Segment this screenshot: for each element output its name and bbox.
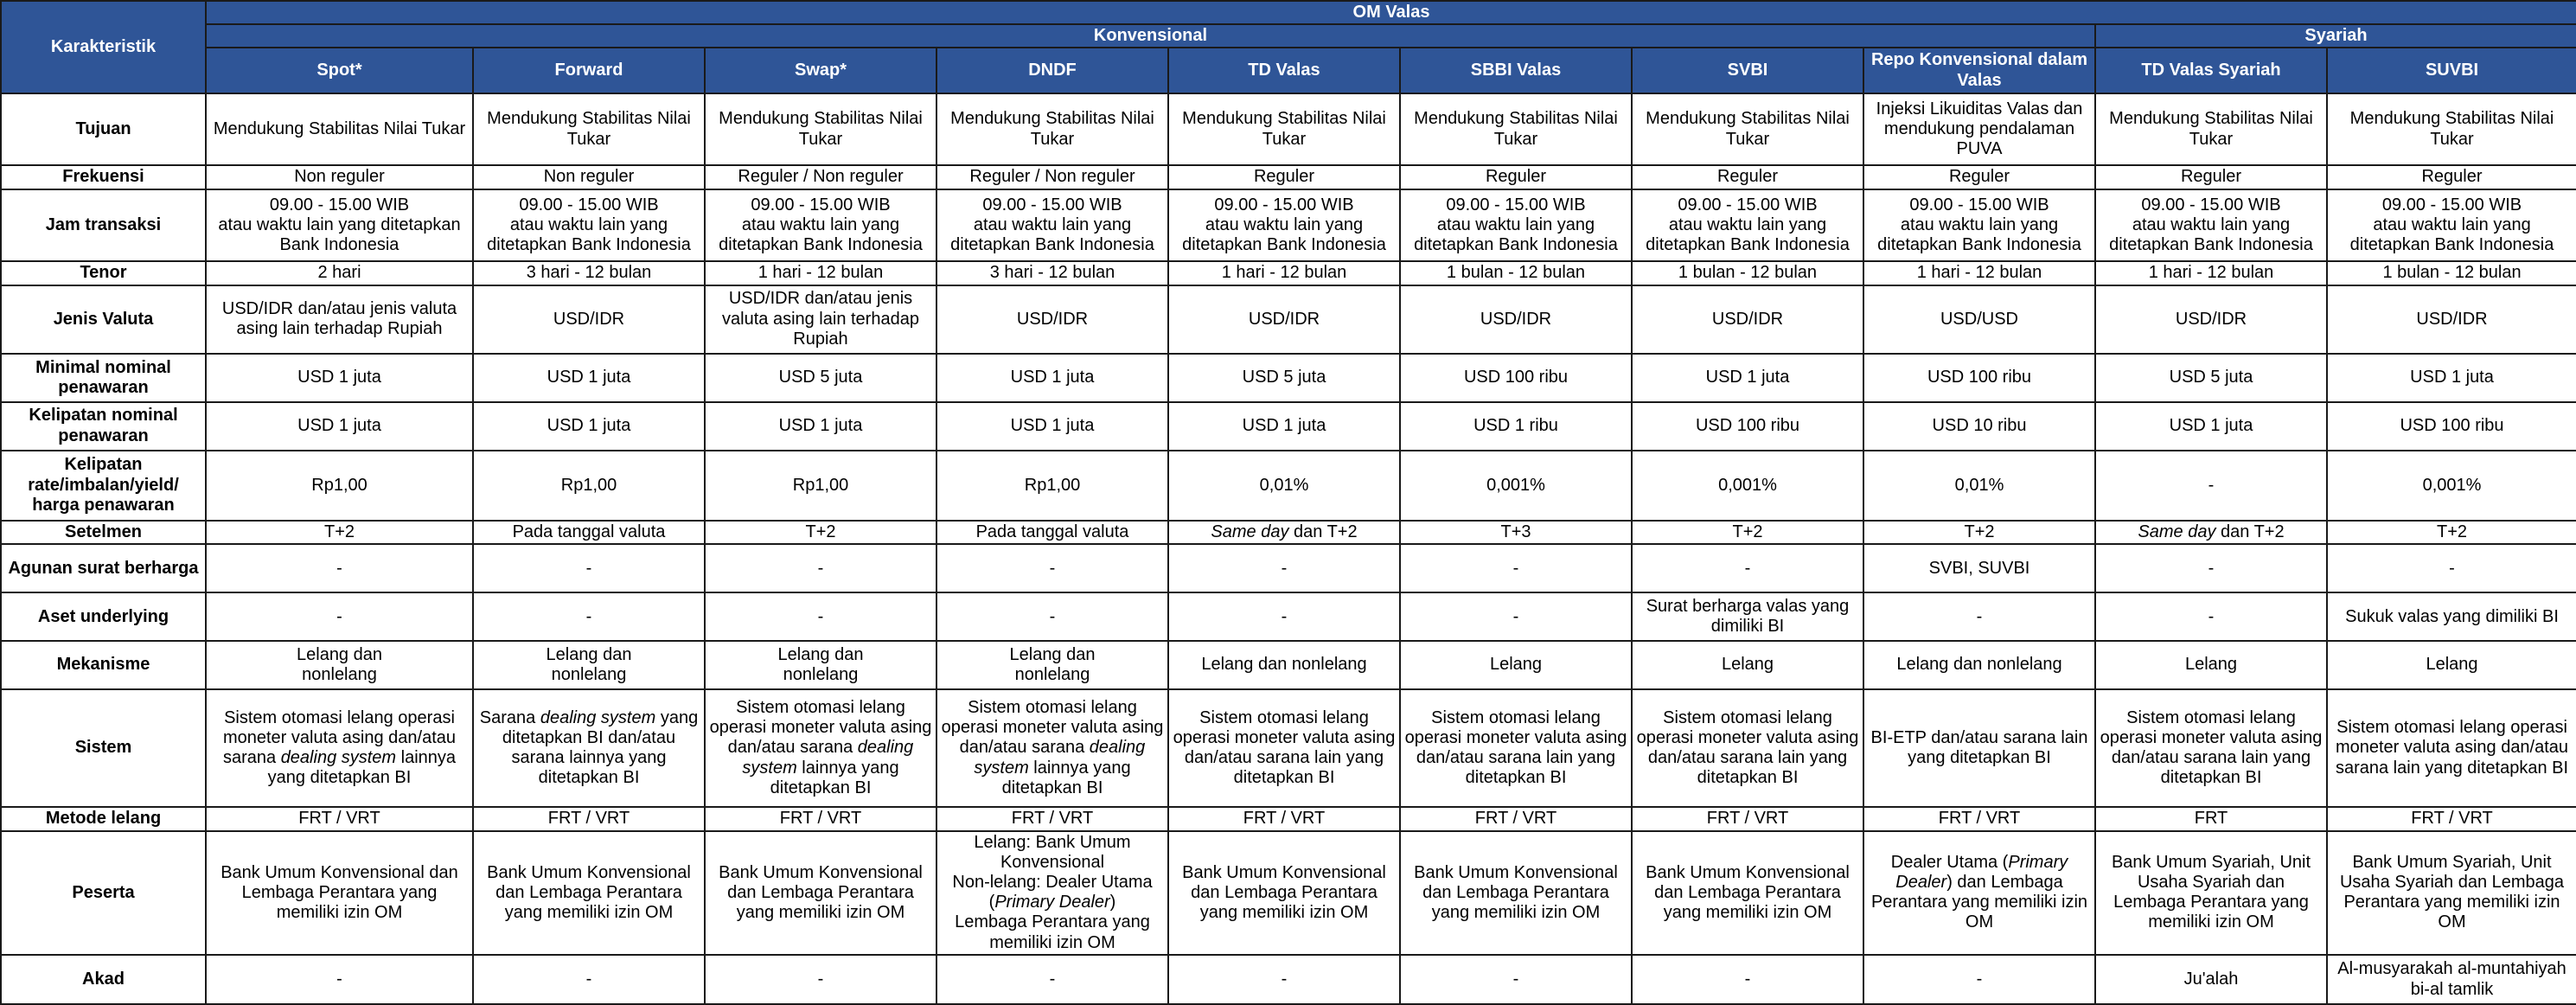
table-cell: FRT / VRT — [206, 807, 473, 830]
table-row-metode-lelang — [1, 807, 2576, 830]
table-cell: FRT / VRT — [1168, 807, 1400, 830]
table-cell: Dealer Utama (Primary Dealer) dan Lembaga Perantara yang memiliki izin OM — [1863, 831, 2095, 955]
table-cell: Bank Umum Konvensional dan Lembaga Perantara yang memiliki izin OM — [705, 831, 936, 955]
table-cell: Lelang: Bank Umum Konvensional Non-lelang: Dealer Utama (Primary Dealer) Lembaga Perantara yang memiliki izin OM — [936, 831, 1168, 955]
table-cell: - — [473, 955, 705, 1004]
table-cell: T+2 — [2327, 521, 2576, 544]
table-cell: USD 5 juta — [2095, 354, 2327, 402]
table-cell: FRT — [2095, 807, 2327, 830]
table-cell: T+2 — [1863, 521, 2095, 544]
table-cell: Reguler — [1863, 165, 2095, 189]
table-cell: 09.00 - 15.00 WIB atau waktu lain yang ditetapkan Bank Indonesia — [473, 189, 705, 261]
table-cell: Sukuk valas yang dimiliki BI — [2327, 592, 2576, 641]
table-row-agunan — [1, 544, 2576, 592]
table-row-frekuensi — [1, 165, 2576, 189]
table-cell: Injeksi Likuiditas Valas dan mendukung pendalaman PUVA — [1863, 93, 2095, 165]
table-cell: - — [206, 955, 473, 1004]
table-cell: Ju'alah — [2095, 955, 2327, 1004]
table-cell: Rp1,00 — [936, 451, 1168, 521]
table-cell: USD 1 juta — [2327, 354, 2576, 402]
row-label-frekuensi: Frekuensi — [1, 165, 206, 189]
table-cell: USD/USD — [1863, 285, 2095, 354]
table-cell: 1 bulan - 12 bulan — [2327, 261, 2576, 285]
table-row-sistem — [1, 689, 2576, 807]
table-cell: USD 100 ribu — [1400, 354, 1632, 402]
table-cell: - — [705, 592, 936, 641]
row-label-mekanisme: Mekanisme — [1, 641, 206, 689]
col-header-swap: Swap* — [705, 48, 936, 93]
col-header-sbbi-valas: SBBI Valas — [1400, 48, 1632, 93]
table-cell: Lelang dan nonlelang — [705, 641, 936, 689]
table-cell: FRT / VRT — [1400, 807, 1632, 830]
table-row-kelipatan-rate — [1, 451, 2576, 521]
table-cell: - — [206, 544, 473, 592]
table-cell: USD 100 ribu — [1863, 354, 2095, 402]
table-cell: Non reguler — [206, 165, 473, 189]
table-cell: Lelang — [1400, 641, 1632, 689]
table-cell: Bank Umum Syariah, Unit Usaha Syariah dan Lembaga Perantara yang memiliki izin OM — [2327, 831, 2576, 955]
table-cell: 09.00 - 15.00 WIB atau waktu lain yang ditetapkan Bank Indonesia — [1863, 189, 2095, 261]
table-cell: T+2 — [206, 521, 473, 544]
table-cell: Rp1,00 — [473, 451, 705, 521]
table-cell: 09.00 - 15.00 WIB atau waktu lain yang ditetapkan Bank Indonesia — [2327, 189, 2576, 261]
row-label-aset-underlying: Aset underlying — [1, 592, 206, 641]
table-cell: Bank Umum Konvensional dan Lembaga Perantara yang memiliki izin OM — [1400, 831, 1632, 955]
table-cell: USD 1 juta — [1632, 354, 1863, 402]
table-row-tujuan — [1, 93, 2576, 165]
row-label-setelmen: Setelmen — [1, 521, 206, 544]
table-cell: Lelang dan nonlelang — [936, 641, 1168, 689]
table-cell: - — [206, 592, 473, 641]
row-label-agunan: Agunan surat berharga — [1, 544, 206, 592]
table-cell: Mendukung Stabilitas Nilai Tukar — [705, 93, 936, 165]
table-cell: - — [1632, 955, 1863, 1004]
table-cell: USD/IDR — [2327, 285, 2576, 354]
table-row-jam-transaksi — [1, 189, 2576, 261]
table-cell: Bank Umum Konvensional dan Lembaga Perantara yang memiliki izin OM — [206, 831, 473, 955]
table-cell: Mendukung Stabilitas Nilai Tukar — [1400, 93, 1632, 165]
table-cell: 3 hari - 12 bulan — [473, 261, 705, 285]
table-row-kelipatan-nominal — [1, 402, 2576, 451]
col-header-dndf: DNDF — [936, 48, 1168, 93]
table-cell: - — [473, 592, 705, 641]
col-header-spot: Spot* — [206, 48, 473, 93]
table-cell: FRT / VRT — [1632, 807, 1863, 830]
table-cell: USD 5 juta — [1168, 354, 1400, 402]
row-label-kelipatan-nominal: Kelipatan nominal penawaran — [1, 402, 206, 451]
table-cell: Surat berharga valas yang dimiliki BI — [1632, 592, 1863, 641]
table-cell: 09.00 - 15.00 WIB atau waktu lain yang ditetapkan Bank Indonesia — [2095, 189, 2327, 261]
row-label-metode-lelang: Metode lelang — [1, 807, 206, 830]
table-cell: Reguler — [1400, 165, 1632, 189]
table-cell: - — [1400, 592, 1632, 641]
col-header-td-valas: TD Valas — [1168, 48, 1400, 93]
table-cell: - — [2327, 544, 2576, 592]
table-cell: USD 1 juta — [473, 402, 705, 451]
table-cell: USD 100 ribu — [1632, 402, 1863, 451]
table-cell: Reguler — [2327, 165, 2576, 189]
table-cell: Sistem otomasi lelang operasi moneter valuta asing dan/atau sarana lain yang ditetapkan BI — [2327, 689, 2576, 807]
table-cell: FRT / VRT — [2327, 807, 2576, 830]
table-cell: - — [1168, 592, 1400, 641]
table-cell: FRT / VRT — [936, 807, 1168, 830]
table-row-akad — [1, 955, 2576, 1004]
table-row-setelmen — [1, 521, 2576, 544]
table-cell: FRT / VRT — [1863, 807, 2095, 830]
table-cell: - — [705, 544, 936, 592]
row-label-akad: Akad — [1, 955, 206, 1004]
table-cell: 0,01% — [1168, 451, 1400, 521]
table-cell: - — [1400, 955, 1632, 1004]
table-cell: 0,001% — [2327, 451, 2576, 521]
table-cell: Lelang — [2095, 641, 2327, 689]
table-cell: USD 100 ribu — [2327, 402, 2576, 451]
table-body — [1, 93, 2576, 1004]
table-cell: Mendukung Stabilitas Nilai Tukar — [2095, 93, 2327, 165]
table-cell: Reguler — [1168, 165, 1400, 189]
table-cell: - — [1863, 592, 2095, 641]
table-cell: Sarana dealing system yang ditetapkan BI dan/atau sarana lainnya yang ditetapkan BI — [473, 689, 705, 807]
col-header-svbi: SVBI — [1632, 48, 1863, 93]
row-label-tenor: Tenor — [1, 261, 206, 285]
table-cell: USD 1 juta — [705, 402, 936, 451]
table-cell: USD/IDR — [2095, 285, 2327, 354]
table-cell: 1 hari - 12 bulan — [705, 261, 936, 285]
table-cell: Same day dan T+2 — [1168, 521, 1400, 544]
table-row-minimal-nominal — [1, 354, 2576, 402]
table-cell: 09.00 - 15.00 WIB atau waktu lain yang ditetapkan Bank Indonesia — [1632, 189, 1863, 261]
table-cell: - — [1168, 544, 1400, 592]
col-header-repo-konvensional: Repo Konvensional dalam Valas — [1863, 48, 2095, 93]
table-cell: - — [1632, 544, 1863, 592]
table-cell: Lelang dan nonlelang — [1168, 641, 1400, 689]
table-cell: 3 hari - 12 bulan — [936, 261, 1168, 285]
table-cell: Bank Umum Konvensional dan Lembaga Perantara yang memiliki izin OM — [1632, 831, 1863, 955]
row-label-kelipatan-rate: Kelipatan rate/imbalan/yield/ harga penawaran — [1, 451, 206, 521]
table-cell: 09.00 - 15.00 WIB atau waktu lain yang ditetapkan Bank Indonesia — [1168, 189, 1400, 261]
table-cell: USD 1 juta — [473, 354, 705, 402]
table-cell: 1 bulan - 12 bulan — [1632, 261, 1863, 285]
table-cell: Sistem otomasi lelang operasi moneter valuta asing dan/atau sarana lain yang ditetapkan BI — [1400, 689, 1632, 807]
table-row-peserta — [1, 831, 2576, 955]
table-cell: USD/IDR — [1632, 285, 1863, 354]
table-cell: Reguler — [1632, 165, 1863, 189]
row-label-tujuan: Tujuan — [1, 93, 206, 165]
table-cell: 0,001% — [1400, 451, 1632, 521]
table-cell: Mendukung Stabilitas Nilai Tukar — [206, 93, 473, 165]
table-cell: Sistem otomasi lelang operasi moneter valuta asing dan/atau sarana dealing system lainnya yang ditetapkan BI — [206, 689, 473, 807]
table-cell: - — [2095, 544, 2327, 592]
table-cell: Mendukung Stabilitas Nilai Tukar — [2327, 93, 2576, 165]
table-cell: USD 1 juta — [936, 354, 1168, 402]
table-cell: Bank Umum Syariah, Unit Usaha Syariah dan Lembaga Perantara yang memiliki izin OM — [2095, 831, 2327, 955]
table-cell: 2 hari — [206, 261, 473, 285]
table-cell: Bank Umum Konvensional dan Lembaga Perantara yang memiliki izin OM — [473, 831, 705, 955]
table-cell: USD 1 juta — [206, 402, 473, 451]
row-label-jenis-valuta: Jenis Valuta — [1, 285, 206, 354]
table-cell: USD/IDR dan/atau jenis valuta asing lain terhadap Rupiah — [206, 285, 473, 354]
table-cell: 0,01% — [1863, 451, 2095, 521]
table-cell: FRT / VRT — [473, 807, 705, 830]
table-cell: 09.00 - 15.00 WIB atau waktu lain yang ditetapkan Bank Indonesia — [206, 189, 473, 261]
table-cell: 09.00 - 15.00 WIB atau waktu lain yang ditetapkan Bank Indonesia — [936, 189, 1168, 261]
table-cell: Sistem otomasi lelang operasi moneter valuta asing dan/atau sarana lain yang ditetapkan BI — [1632, 689, 1863, 807]
table-cell: USD/IDR — [1168, 285, 1400, 354]
table-cell: USD 1 juta — [2095, 402, 2327, 451]
table-cell: Sistem otomasi lelang operasi moneter valuta asing dan/atau sarana lain yang ditetapkan BI — [2095, 689, 2327, 807]
table-cell: BI-ETP dan/atau sarana lain yang ditetapkan BI — [1863, 689, 2095, 807]
table-cell: Mendukung Stabilitas Nilai Tukar — [1168, 93, 1400, 165]
table-cell: Non reguler — [473, 165, 705, 189]
row-label-sistem: Sistem — [1, 689, 206, 807]
table-cell: T+2 — [1632, 521, 1863, 544]
table-cell: USD 10 ribu — [1863, 402, 2095, 451]
col-header-td-valas-syariah: TD Valas Syariah — [2095, 48, 2327, 93]
table-cell: Mendukung Stabilitas Nilai Tukar — [473, 93, 705, 165]
table-cell: 1 hari - 12 bulan — [2095, 261, 2327, 285]
table-cell: Rp1,00 — [705, 451, 936, 521]
table-cell: Lelang — [2327, 641, 2576, 689]
table-cell: Rp1,00 — [206, 451, 473, 521]
table-cell: Lelang dan nonlelang — [473, 641, 705, 689]
table-row-tenor — [1, 261, 2576, 285]
table-cell: - — [2095, 451, 2327, 521]
table-cell: Mendukung Stabilitas Nilai Tukar — [1632, 93, 1863, 165]
col-header-forward: Forward — [473, 48, 705, 93]
table-cell: - — [936, 544, 1168, 592]
table-cell: 09.00 - 15.00 WIB atau waktu lain yang ditetapkan Bank Indonesia — [705, 189, 936, 261]
table-cell: FRT / VRT — [705, 807, 936, 830]
header-syariah: Syariah — [2095, 24, 2576, 48]
table-cell: - — [473, 544, 705, 592]
table-cell: Pada tanggal valuta — [473, 521, 705, 544]
table-cell: - — [705, 955, 936, 1004]
table-cell: USD 1 juta — [206, 354, 473, 402]
table-cell: 1 hari - 12 bulan — [1863, 261, 2095, 285]
table-cell: USD/IDR — [936, 285, 1168, 354]
table-cell: Lelang — [1632, 641, 1863, 689]
table-cell: 09.00 - 15.00 WIB atau waktu lain yang ditetapkan Bank Indonesia — [1400, 189, 1632, 261]
table-cell: USD 1 juta — [936, 402, 1168, 451]
table-row-jenis-valuta — [1, 285, 2576, 354]
header-om-valas: OM Valas — [206, 1, 2576, 24]
table-cell: USD 1 juta — [1168, 402, 1400, 451]
table-cell: 0,001% — [1632, 451, 1863, 521]
row-label-jam-transaksi: Jam transaksi — [1, 189, 206, 261]
col-header-suvbi: SUVBI — [2327, 48, 2576, 93]
table-cell: Reguler / Non reguler — [705, 165, 936, 189]
table-cell: 1 bulan - 12 bulan — [1400, 261, 1632, 285]
table-cell: USD/IDR — [1400, 285, 1632, 354]
header-karakteristik: Karakteristik — [1, 1, 206, 93]
table-cell: USD 1 ribu — [1400, 402, 1632, 451]
table-cell: Reguler / Non reguler — [936, 165, 1168, 189]
table-cell: Mendukung Stabilitas Nilai Tukar — [936, 93, 1168, 165]
table-cell: T+2 — [705, 521, 936, 544]
table-cell: Al-musyarakah al-muntahiyah bi-al tamlik — [2327, 955, 2576, 1004]
table-cell: USD 5 juta — [705, 354, 936, 402]
table-cell: - — [2095, 592, 2327, 641]
table-cell: - — [936, 592, 1168, 641]
table-row-aset-underlying — [1, 592, 2576, 641]
table-cell: Sistem otomasi lelang operasi moneter valuta asing dan/atau sarana lain yang ditetapkan BI — [1168, 689, 1400, 807]
table-cell: Sistem otomasi lelang operasi moneter valuta asing dan/atau sarana dealing system lainnya yang ditetapkan BI — [705, 689, 936, 807]
table-cell: Bank Umum Konvensional dan Lembaga Perantara yang memiliki izin OM — [1168, 831, 1400, 955]
table-cell: Lelang dan nonlelang — [1863, 641, 2095, 689]
table-cell: USD/IDR — [473, 285, 705, 354]
header-konvensional: Konvensional — [206, 24, 2095, 48]
table-cell: USD/IDR dan/atau jenis valuta asing lain terhadap Rupiah — [705, 285, 936, 354]
table-cell: SVBI, SUVBI — [1863, 544, 2095, 592]
table-cell: Same day dan T+2 — [2095, 521, 2327, 544]
table-cell: Lelang dan nonlelang — [206, 641, 473, 689]
table-row-mekanisme — [1, 641, 2576, 689]
table-cell: - — [1863, 955, 2095, 1004]
table-cell: - — [1400, 544, 1632, 592]
table-cell: Sistem otomasi lelang operasi moneter valuta asing dan/atau sarana dealing system lainnya yang ditetapkan BI — [936, 689, 1168, 807]
row-label-minimal-nominal: Minimal nominal penawaran — [1, 354, 206, 402]
table-cell: 1 hari - 12 bulan — [1168, 261, 1400, 285]
table-cell: Reguler — [2095, 165, 2327, 189]
table-cell: - — [936, 955, 1168, 1004]
table-cell: T+3 — [1400, 521, 1632, 544]
table-cell: Pada tanggal valuta — [936, 521, 1168, 544]
row-label-peserta: Peserta — [1, 831, 206, 955]
table-cell: - — [1168, 955, 1400, 1004]
